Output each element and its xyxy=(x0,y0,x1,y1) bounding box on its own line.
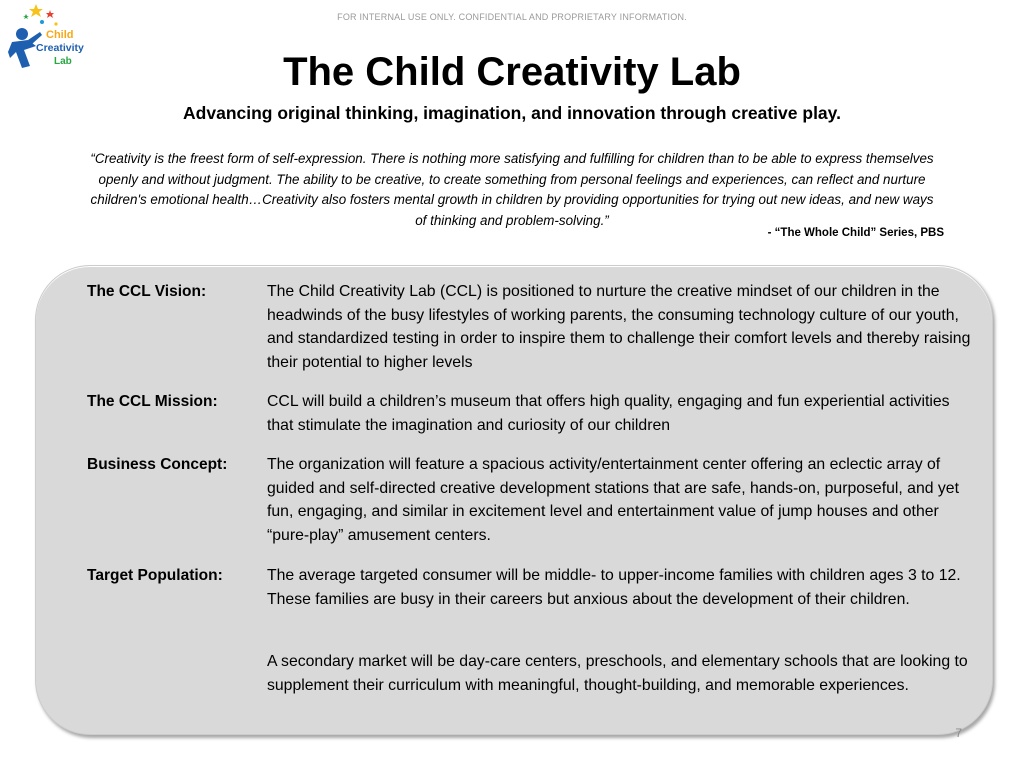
quote-attribution: - “The Whole Child” Series, PBS xyxy=(767,227,944,239)
section-label: The CCL Mission: xyxy=(87,393,218,410)
section-text: The organization will feature a spacious activity/entertainment center offering an eclectic array of guided and self-directed creative development stations that are safe, hands-on, purposeful, and yet fun, engaging, and similar in excitement level and entertainment value of jump houses and other “pure-play” amusement centers. xyxy=(267,456,959,544)
quote-text: “Creativity is the freest form of self-expression. There is nothing more satisfying and fulfilling for children than to be able to express themselves openly and without judgment. The ability to be creative, to create something from personal feelings and experiences, can reflect and nurture children's emotional health…Creativity also fosters mental growth in children by providing opportunities for trying out new ideas, and new ways of thinking and problem-solving.” xyxy=(90,151,934,228)
section-text: A secondary market will be day-care centers, preschools, and elementary schools that are looking to supplement their curriculum with meaningful, thought-building, and memorable experiences. xyxy=(267,653,968,694)
section-text: The Child Creativity Lab (CCL) is positioned to nurture the creative mindset of our children in the headwinds of the busy lifestyles of working parents, the consuming technology culture of our youth, and standardized testing in order to inspire them to challenge their comfort levels and thereby raising their potential to higher levels xyxy=(267,283,971,371)
section-text: CCL will build a children’s museum that offers high quality, engaging and fun experiential activities that stimulate the imagination and curiosity of our children xyxy=(267,393,950,434)
logo-text-line2: Creativity xyxy=(36,42,84,54)
section-label: Target Population: xyxy=(87,567,223,584)
page-title: The Child Creativity Lab xyxy=(283,50,741,94)
page-number: 7 xyxy=(955,726,962,740)
section-label: Business Concept: xyxy=(87,456,228,473)
confidential-notice: FOR INTERNAL USE ONLY. CONFIDENTIAL AND PROPRIETARY INFORMATION. xyxy=(337,12,687,22)
section-label: The CCL Vision: xyxy=(87,283,207,300)
logo-text-line3: Lab xyxy=(54,56,72,67)
logo-text-line1: Child xyxy=(46,29,74,41)
page-subtitle: Advancing original thinking, imagination, and innovation through creative play. xyxy=(183,103,841,123)
section-text: The average targeted consumer will be middle- to upper-income families with children ages 3 to 12. These families are busy in their careers but anxious about the development of their children. xyxy=(267,567,961,608)
